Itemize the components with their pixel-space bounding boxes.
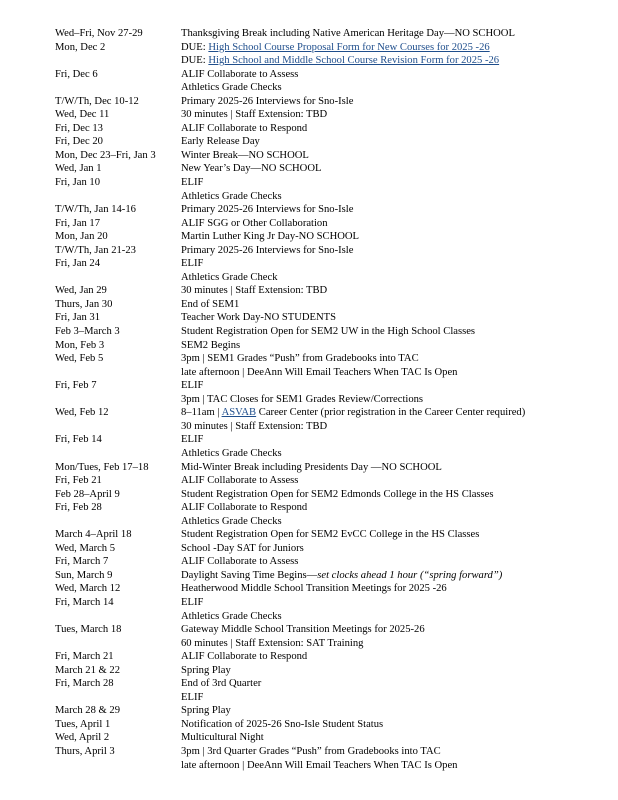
event-description: [181, 257, 203, 271]
event-text: Student Registration Open for SEM2 Edmonds College in the HS Classes: [181, 488, 494, 500]
event-date: Wed–Fri, Nov 27-29: [55, 28, 143, 39]
event-date: Tues, April 1: [55, 718, 111, 730]
event-description: [181, 244, 353, 258]
event-text: Athletics Grade Check: [181, 271, 278, 283]
calendar-row: [0, 244, 618, 258]
calendar-row: [0, 759, 618, 773]
event-description: [181, 68, 298, 82]
event-text: 30 minutes | Staff Extension: TBD: [181, 109, 328, 121]
event-description: [181, 596, 203, 610]
event-description: [181, 447, 282, 461]
event-text: Student Registration Open for SEM2 UW in the High School Classes: [181, 326, 476, 338]
event-description: [181, 515, 282, 529]
calendar-row: [0, 257, 618, 271]
event-date: Sun, March 9: [55, 569, 113, 581]
calendar-row: [0, 298, 618, 312]
event-date: March 28 & 29: [55, 705, 121, 717]
event-description: [181, 759, 457, 773]
event-description: [181, 95, 353, 109]
calendar-row: [0, 745, 618, 759]
event-date: Thurs, Jan 30: [55, 298, 113, 310]
event-date: Fri, Feb 14: [55, 434, 102, 446]
event-date: Feb 3–March 3: [55, 326, 120, 338]
event-text: 60 minutes | Staff Extension: SAT Training: [181, 637, 364, 649]
event-description: [181, 718, 383, 732]
event-text: ALIF Collaborate to Assess: [181, 556, 299, 568]
event-date: Fri, March 28: [55, 678, 114, 690]
calendar-row: [0, 731, 618, 745]
event-description: [181, 311, 336, 325]
event-note: set clocks ahead 1 hour (“spring forward”): [317, 569, 503, 581]
event-text: 8–11am |: [181, 407, 222, 419]
event-description: [181, 691, 203, 705]
event-date: Fri, Feb 28: [55, 502, 102, 514]
calendar-row: [0, 162, 618, 176]
event-date: T/W/Th, Jan 14-16: [55, 204, 136, 216]
calendar-row: [0, 718, 618, 732]
calendar-row: [0, 81, 618, 95]
calendar-row: [0, 379, 618, 393]
event-description: [181, 433, 203, 447]
event-description: [181, 339, 240, 353]
event-text: School -Day SAT for Juniors: [181, 542, 304, 554]
event-text: 3pm | 3rd Quarter Grades “Push” from Gradebooks into TAC: [181, 745, 441, 757]
calendar-row: [0, 135, 618, 149]
event-text: Early Release Day: [181, 136, 260, 148]
calendar-row: [0, 433, 618, 447]
calendar-row: [0, 393, 618, 407]
document-link[interactable]: ASVAB: [221, 407, 257, 419]
event-description: [181, 230, 359, 244]
event-date: Wed, March 12: [55, 583, 121, 595]
event-text: ELIF: [181, 691, 204, 703]
calendar-row: [0, 406, 618, 420]
event-description: [181, 190, 282, 204]
calendar-row: [0, 691, 618, 705]
event-date: Wed, April 2: [55, 732, 110, 744]
event-description: [181, 745, 441, 759]
event-description: [181, 176, 203, 190]
calendar-row: [0, 664, 618, 678]
event-text: 3pm | TAC Closes for SEM1 Grades Review/Corrections: [181, 393, 424, 405]
calendar-row: [0, 677, 618, 691]
calendar-row: [0, 339, 618, 353]
event-description: [181, 325, 475, 339]
calendar-row: [0, 217, 618, 231]
event-text: Thanksgiving Break including Native American Heritage Day—NO SCHOOL: [181, 28, 515, 39]
calendar-row: [0, 528, 618, 542]
calendar-row: [0, 650, 618, 664]
calendar-row: [0, 149, 618, 163]
event-text: Career Center (prior registration in the Career Center required): [256, 407, 526, 419]
event-text: Winter Break—NO SCHOOL: [181, 149, 309, 161]
event-description: [181, 677, 261, 691]
event-description: [181, 393, 423, 407]
event-description: [181, 488, 494, 502]
calendar-row: [0, 271, 618, 285]
event-date: Fri, March 7: [55, 556, 109, 568]
event-text: ALIF Collaborate to Respond: [181, 502, 308, 514]
event-text: End of SEM1: [181, 298, 240, 310]
event-text: late afternoon | DeeAnn Will Email Teachers When TAC Is Open: [181, 759, 458, 771]
calendar-row: [0, 582, 618, 596]
event-date: Mon/Tues, Feb 17–18: [55, 461, 149, 473]
event-text: 30 minutes | Staff Extension: TBD: [181, 285, 328, 297]
event-text: End of 3rd Quarter: [181, 678, 262, 690]
event-text: Athletics Grade Checks: [181, 610, 282, 622]
calendar-row: [0, 555, 618, 569]
event-description: [181, 149, 309, 163]
calendar-row: [0, 542, 618, 556]
event-date: Wed, Jan 29: [55, 285, 107, 297]
event-text: ELIF: [181, 596, 204, 608]
event-date: Wed, Feb 5: [55, 353, 104, 365]
event-description: [181, 555, 298, 569]
event-text: Athletics Grade Checks: [181, 447, 282, 459]
event-date: Mon, Feb 3: [55, 339, 105, 351]
calendar-row: [0, 311, 618, 325]
calendar-row: [0, 54, 618, 68]
event-description: [181, 501, 307, 515]
calendar-row: [0, 176, 618, 190]
event-text: New Year’s Day—NO SCHOOL: [181, 163, 322, 175]
event-text: Gateway Middle School Transition Meetings for 2025-26: [181, 624, 425, 636]
event-text: late afternoon | DeeAnn Will Email Teachers When TAC Is Open: [181, 366, 458, 378]
event-description: [181, 379, 203, 393]
calendar-row: [0, 230, 618, 244]
calendar-row: [0, 704, 618, 718]
calendar-row: [0, 474, 618, 488]
calendar-row: [0, 569, 618, 583]
event-description: [181, 352, 419, 366]
event-description: [181, 637, 363, 651]
event-text: Primary 2025-26 Interviews for Sno-Isle: [181, 244, 354, 256]
event-date: Fri, Jan 17: [55, 217, 101, 229]
calendar-row: [0, 623, 618, 637]
event-date: Fri, Dec 20: [55, 136, 103, 148]
event-description: [181, 41, 490, 55]
event-text: SEM2 Begins: [181, 339, 241, 351]
event-description: [181, 366, 457, 380]
event-description: [181, 27, 515, 41]
event-date: T/W/Th, Dec 10-12: [55, 95, 139, 107]
event-text: Spring Play: [181, 664, 231, 676]
event-description: [181, 54, 499, 68]
event-date: Fri, Feb 21: [55, 475, 102, 487]
calendar-row: [0, 122, 618, 136]
event-text: Notification of 2025-26 Sno-Isle Student Status: [181, 718, 384, 730]
event-description: [181, 650, 307, 664]
event-description: [181, 298, 239, 312]
event-description: [181, 284, 327, 298]
event-date: March 4–April 18: [55, 529, 132, 541]
event-text: Mid-Winter Break including Presidents Day —NO SCHOOL: [181, 461, 442, 473]
event-description: [181, 623, 425, 637]
event-date: Wed, Jan 1: [55, 163, 102, 175]
event-text: Daylight Saving Time Begins—: [181, 569, 318, 581]
calendar-row: [0, 637, 618, 651]
event-description: [181, 135, 260, 149]
event-text: Primary 2025-26 Interviews for Sno-Isle: [181, 95, 354, 107]
calendar-row: [0, 95, 618, 109]
event-description: [181, 122, 307, 136]
event-date: Feb 28–April 9: [55, 488, 120, 500]
event-description: [181, 81, 282, 95]
calendar-row: [0, 515, 618, 529]
event-description: [181, 474, 298, 488]
event-date: Mon, Dec 23–Fri, Jan 3: [55, 149, 156, 161]
event-description: [181, 704, 231, 718]
event-text: Athletics Grade Checks: [181, 190, 282, 202]
event-text: Teacher Work Day-NO STUDENTS: [181, 312, 337, 324]
event-date: Fri, Dec 13: [55, 122, 103, 134]
calendar-row: [0, 461, 618, 475]
event-description: [181, 217, 328, 231]
event-date: Mon, Dec 2: [55, 41, 106, 53]
event-text: Student Registration Open for SEM2 EvCC College in the HS Classes: [181, 529, 480, 541]
event-description: [181, 542, 304, 556]
calendar-row: [0, 501, 618, 515]
calendar-row: [0, 190, 618, 204]
event-description: [181, 420, 327, 434]
event-description: [181, 528, 479, 542]
calendar-row: [0, 27, 618, 41]
event-description: [181, 461, 442, 475]
event-date: Wed, Dec 11: [55, 109, 110, 121]
calendar-row: [0, 420, 618, 434]
calendar-row: [0, 41, 618, 55]
calendar-row: [0, 203, 618, 217]
calendar-row: [0, 610, 618, 624]
document-link[interactable]: High School and Middle School Course Revision Form for 2025 -26: [208, 55, 500, 67]
calendar-row: [0, 108, 618, 122]
calendar-row: [0, 366, 618, 380]
event-date: Fri, March 21: [55, 651, 114, 663]
calendar-list: [0, 27, 618, 772]
event-date: Wed, March 5: [55, 542, 116, 554]
event-text: ELIF: [181, 434, 204, 446]
event-description: [181, 582, 447, 596]
event-date: Fri, Jan 31: [55, 312, 101, 324]
event-description: [181, 108, 327, 122]
event-date: March 21 & 22: [55, 664, 121, 676]
event-date: Fri, Dec 6: [55, 68, 98, 80]
event-text: Athletics Grade Checks: [181, 82, 282, 94]
event-text: ALIF Collaborate to Respond: [181, 651, 308, 663]
calendar-row: [0, 352, 618, 366]
event-date: Fri, Feb 7: [55, 380, 97, 392]
event-description: [181, 203, 353, 217]
event-description: [181, 664, 231, 678]
event-description: [181, 271, 278, 285]
event-date: Thurs, April 3: [55, 745, 115, 757]
event-description: [181, 731, 264, 745]
event-text: ALIF Collaborate to Respond: [181, 122, 308, 134]
calendar-row: [0, 447, 618, 461]
event-text: Martin Luther King Jr Day-NO SCHOOL: [181, 231, 360, 243]
event-description: [181, 162, 321, 176]
event-text: Heatherwood Middle School Transition Meetings for 2025 -26: [181, 583, 447, 595]
event-text: 3pm | SEM1 Grades “Push” from Gradebooks into TAC: [181, 353, 419, 365]
event-description: [181, 406, 525, 420]
event-text: Multicultural Night: [181, 732, 264, 744]
event-date: Fri, Jan 10: [55, 177, 101, 189]
event-text: ALIF Collaborate to Assess: [181, 68, 299, 80]
event-description: [181, 610, 282, 624]
event-text: ALIF SGG or Other Collaboration: [181, 217, 328, 229]
event-text: ELIF: [181, 380, 204, 392]
event-text: DUE:: [181, 41, 209, 53]
document-link[interactable]: High School Course Proposal Form for New Courses for 2025 -26: [208, 41, 490, 53]
event-date: T/W/Th, Jan 21-23: [55, 244, 136, 256]
calendar-row: [0, 596, 618, 610]
event-date: Fri, Jan 24: [55, 258, 101, 270]
event-description: [181, 569, 502, 583]
event-text: 30 minutes | Staff Extension: TBD: [181, 420, 328, 432]
event-text: Spring Play: [181, 705, 231, 717]
calendar-row: [0, 284, 618, 298]
event-date: Wed, Feb 12: [55, 407, 109, 419]
event-text: ELIF: [181, 177, 204, 189]
event-text: Primary 2025-26 Interviews for Sno-Isle: [181, 204, 354, 216]
event-text: Athletics Grade Checks: [181, 515, 282, 527]
event-date: Fri, March 14: [55, 596, 114, 608]
event-date: Mon, Jan 20: [55, 231, 108, 243]
calendar-row: [0, 488, 618, 502]
event-text: ALIF Collaborate to Assess: [181, 475, 299, 487]
calendar-row: [0, 68, 618, 82]
event-text: ELIF: [181, 258, 204, 270]
calendar-row: [0, 325, 618, 339]
event-text: DUE:: [181, 55, 209, 67]
event-date: Tues, March 18: [55, 624, 122, 636]
